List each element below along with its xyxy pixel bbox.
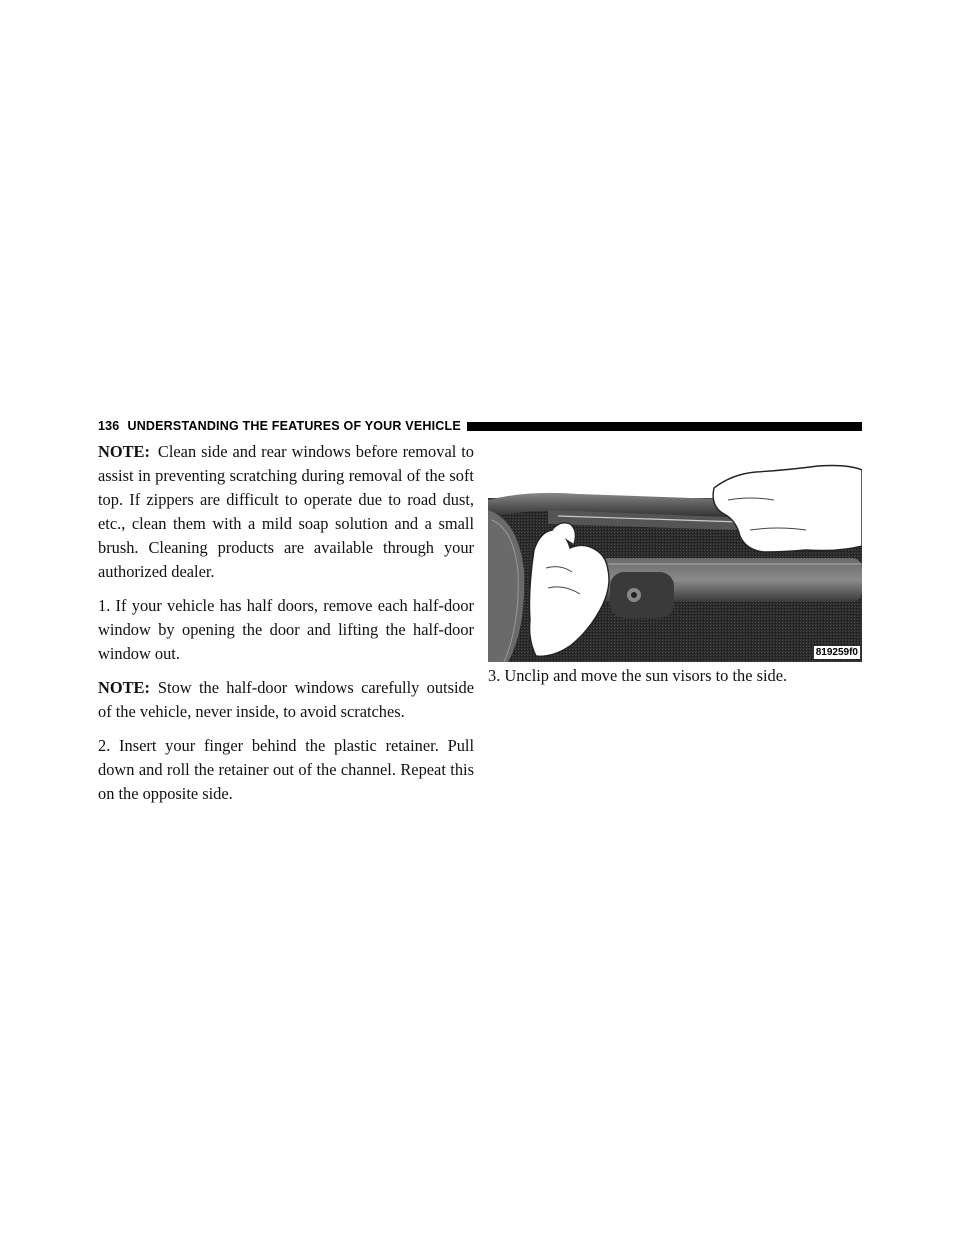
page-header bbox=[98, 417, 862, 435]
illustration-photo bbox=[488, 460, 862, 662]
page-number: 136 bbox=[98, 419, 120, 433]
note-label: NOTE: bbox=[98, 442, 150, 461]
right-column bbox=[488, 664, 862, 688]
note-text: Stow the half-door windows carefully outside of the vehicle, never inside, to avoid scratches. bbox=[98, 678, 474, 721]
note-paragraph-1 bbox=[98, 440, 474, 584]
step-1-paragraph: 1. If your vehicle has half doors, remove each half-door window by opening the door and lifting the half-door window out. bbox=[98, 596, 474, 663]
note-paragraph-2 bbox=[98, 676, 474, 724]
left-column bbox=[98, 440, 474, 816]
header-rule bbox=[467, 422, 862, 431]
note-label: NOTE: bbox=[98, 678, 150, 697]
step-2-paragraph: 2. Insert your finger behind the plastic retainer. Pull down and roll the retainer out of the channel. Repeat this on the opposite side. bbox=[98, 736, 474, 803]
section-title: UNDERSTANDING THE FEATURES OF YOUR VEHICLE bbox=[127, 419, 461, 433]
figure-id-label: 819259f0 bbox=[815, 647, 858, 658]
note-text: Clean side and rear windows before removal to assist in preventing scratching during removal of the soft top. If zippers are difficult to operate due to road dust, etc., clean them with a mild soap solution and a small brush. Cleaning products are available through your authorized dealer. bbox=[98, 442, 474, 581]
retainer-removal-illustration bbox=[488, 460, 862, 662]
step-3-paragraph: 3. Unclip and move the sun visors to the side. bbox=[488, 666, 788, 685]
